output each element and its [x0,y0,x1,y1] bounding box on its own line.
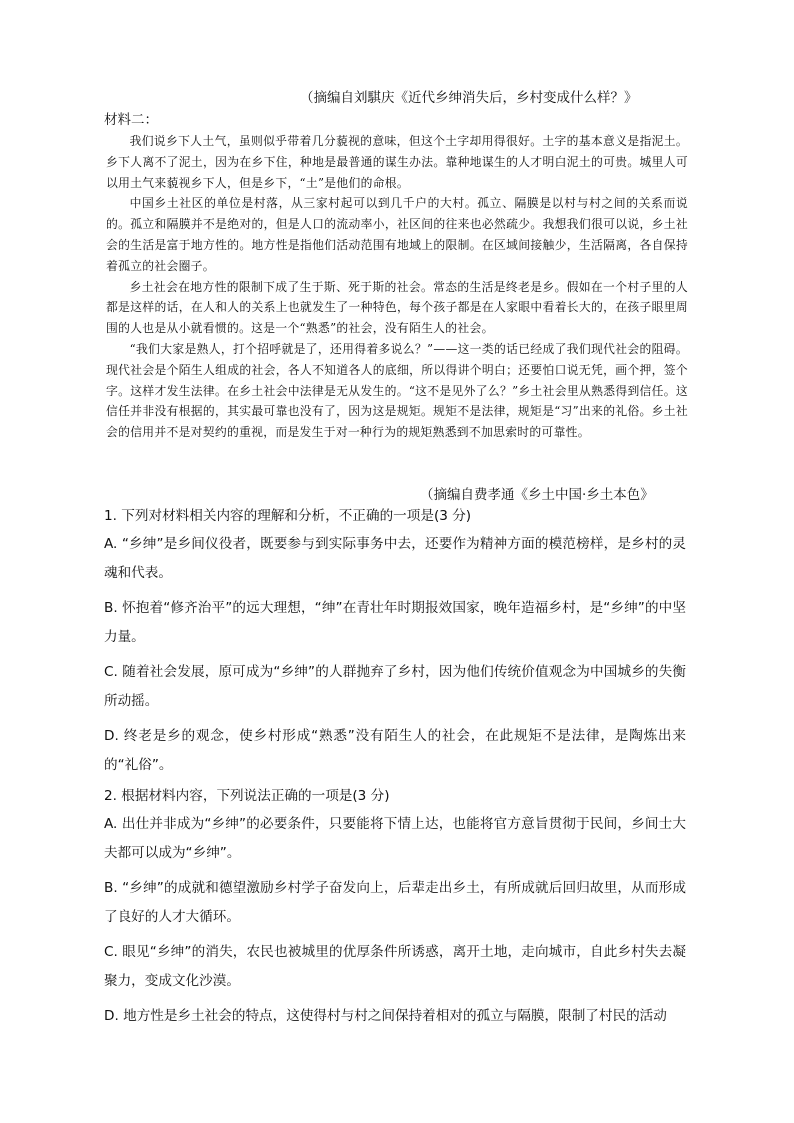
passage-paragraph: “我们大家是熟人，打个招呼就是了，还用得着多说么？”——这一类的话已经成了我们现代社会的阻碍。现代社会是个陌生人组成的社会，各人不知道各人的底细，所以得讲个明白；还要怕口说无凭，画个押，签个字。这样才发生法律。在乡土社会中法律是无从发生的。“这不是见外了么？”乡土社会里从熟悉得到信任。这信任并非没有根据的，其实最可靠也没有了，因为这是规矩。规矩不是法律，规矩是“习”出来的礼俗。乡土社会的信用并不是对契约的重视，而是发生于对一种行为的规矩熟悉到不加思索时的可靠性。 [106,341,688,440]
passage-paragraph: 我们说乡下人土气，虽则似乎带着几分藐视的意味，但这个土字却用得很好。土字的基本意义是指泥土。乡下人离不了泥土，因为在乡下住，种地是最普通的谋生办法。靠种地谋生的人才明白泥土的可贵。城里人可以用土气来藐视乡下人，但是乡下，“土”是他们的命根。 [106,134,688,190]
option-c: C. 随着社会发展，原可成为“乡绅”的人群抛弃了乡村，因为他们传统价值观念为中国城乡的失衡所动摇。 [104,664,686,709]
material-one-source: （摘编自刘騏庆《近代乡绅消失后，乡村变成什么样？》 [300,90,638,106]
option-d: D. 地方性是乡土社会的特点，这使得村与村之间保持着相对的孤立与隔膜，限制了村民的活动 [104,1008,667,1024]
question-2 [104,786,686,1031]
material-two-passage [106,131,688,443]
option-d: D. 终老是乡的观念，使乡村形成“熟悉”没有陌生人的社会，在此规矩不是法律，是陶炼出来的“礼俗”。 [104,728,686,773]
option-b: B. 怀抱着“修齐治平”的远大理想，“绅”在青壮年时期报效国家，晚年造福乡村，是“乡绅”的中坚力量。 [104,600,686,645]
question-stem: 2. 根据材料内容，下列说法正确的一项是(3 分) [104,788,390,804]
option-a: A. “乡绅”是乡间仪役者，既要参与到实际事务中去，还要作为精神方面的模范榜样，是乡村的灵魂和代表。 [104,536,686,581]
option-b: B. “乡绅”的成就和德望激励乡村学子奋发向上，后辈走出乡土，有所成就后回归故里，从而形成了良好的人才大循环。 [104,880,686,925]
option-c: C. 眼见“乡绅”的消失，农民也被城里的优厚条件所诱惑，离开土地，走向城市，自此乡村失去凝聚力，变成文化沙漠。 [104,944,686,989]
passage-paragraph: 乡土社会在地方性的限制下成了生于斯、死于斯的社会。常态的生活是终老是乡。假如在一个村子里的人都是这样的话，在人和人的关系上也就发生了一种特色，每个孩子都是在人家眼中看着长大的，在孩子眼里周围的人也是从小就看惯的。这是一个“熟悉”的社会，没有陌生人的社会。 [106,279,688,336]
passage-paragraph: 中国乡土社区的单位是村落，从三家村起可以到几千户的大村。孤立、隔膜是以村与村之间的关系而说的。孤立和隔膜并不是绝对的，但是人口的流动率小，社区间的往来也必然疏少。我想我们很可以说，乡土社会的生活是富于地方性的。地方性是指他们活动范围有地域上的限制。在区域间接触少，生活隔离，各自保持着孤立的社会圈子。 [106,196,688,273]
option-a: A. 出仕并非成为“乡绅”的必要条件，只要能将下情上达，也能将官方意旨贯彻于民间，乡间士大夫都可以成为“乡绅”。 [104,816,686,861]
question-list [104,506,686,1037]
question-1 [104,506,686,780]
material-two-source: （摘编自费孝通《乡土中国·乡土本色》 [420,487,654,503]
question-stem: 1. 下列对材料相关内容的理解和分析，不正确的一项是(3 分) [104,508,472,524]
material-two-title: 材料二： [104,112,158,128]
